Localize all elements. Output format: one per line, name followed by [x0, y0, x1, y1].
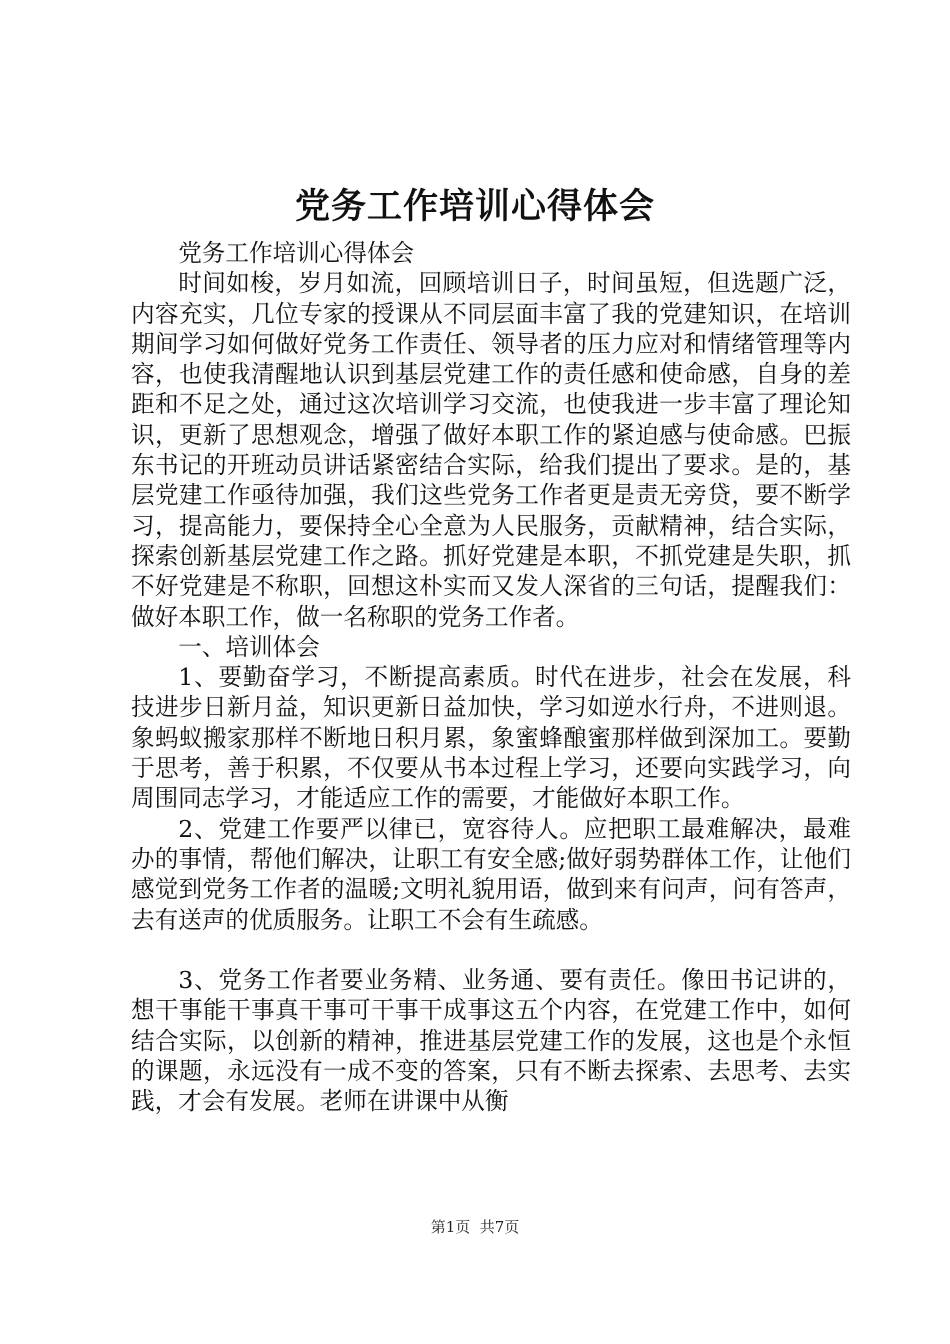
paragraph-subtitle: 党务工作培训心得体会 [178, 239, 415, 267]
section-heading: 一、培训体会 [178, 632, 320, 661]
paragraph-point-2: 2、党建工作要严以律已，宽容待人。应把职工最难解决，最难办的事情，帮他们解决，让职工有安全感;做好弱势群体工作，让他们感觉到党务工作者的温暖;文明礼貌用语，做到来有问声，问有答声，去有送声的优质服务。让职工不会有生疏感。 [131, 814, 851, 934]
paragraph-point-1: 1、要勤奋学习，不断提高素质。时代在进步，社会在发展，科技进步日新月益，知识更新日益加快，学习如逆水行舟，不进则退。象蚂蚁搬家那样不断地日积月累，象蜜蜂酿蜜那样做到深加工。要勤于思考，善于积累，不仅要从书本过程上学习，还要向实践学习，向周围同志学习，才能适应工作的需要，才能做好本职工作。 [131, 663, 851, 813]
paragraph-intro: 时间如梭，岁月如流，回顾培训日子，时间虽短，但选题广泛，内容充实，几位专家的授课从不同层面丰富了我的党建知识，在培训期间学习如何做好党务工作责任、领导者的压力应对和情绪管理等内容，也使我清醒地认识到基层党建工作的责任感和使命感，自身的差距和不足之处，通过这次培训学习交流，也使我进一步丰富了理论知识，更新了思想观念，增强了做好本职工作的紧迫感与使命感。巴振东书记的开班动员讲话紧密结合实际，给我们提出了要求。是的，基层党建工作亟待加强，我们这些党务工作者更是责无旁贷，要不断学习，提高能力，要保持全心全意为人民服务，贡献精神，结合实际，探索创新基层党建工作之路。抓好党建是本职，不抓党建是失职，抓不好党建是不称职，回想这朴实而又发人深省的三句话，提醒我们：做好本职工作，做一名称职的党务工作者。 [131, 269, 851, 631]
document-title: 党务工作培训心得体会 [294, 186, 655, 227]
page-footer [0, 1216, 950, 1238]
page-number: 第1页 共7页 [430, 1218, 520, 1236]
document-body [131, 238, 851, 1117]
paragraph-point-3: 3、党务工作者要业务精、业务通、要有责任。像田书记讲的，想干事能干事真干事可干事干成事这五个内容，在党建工作中，如何结合实际，以创新的精神，推进基层党建工作的发展，这也是个永恒的课题，永远没有一成不变的答案，只有不断去探索、去思考、去实践，才会有发展。老师在讲课中从衡 [131, 966, 851, 1116]
